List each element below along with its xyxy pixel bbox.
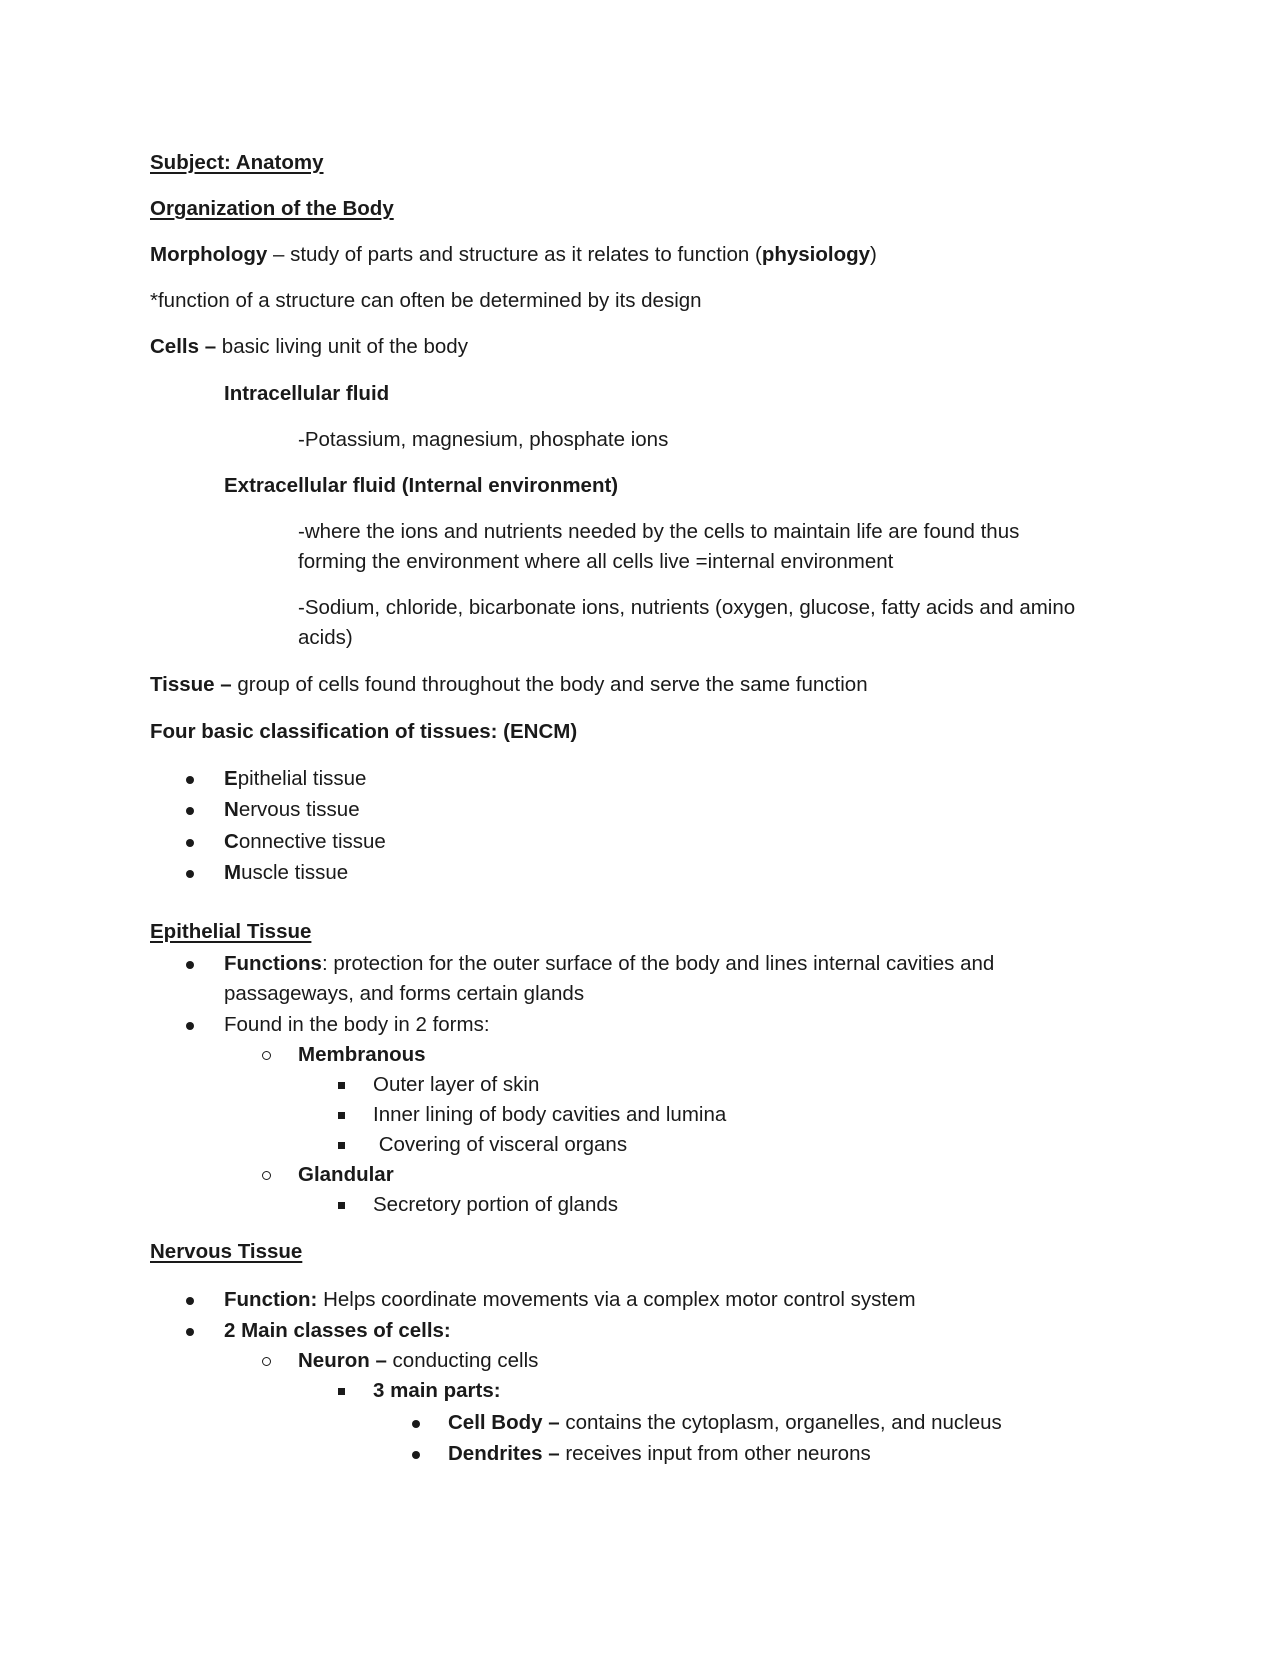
- epithelial-membranous: Membranous: [298, 1043, 426, 1066]
- list-bullet: [186, 1285, 194, 1315]
- membranous-item: Outer layer of skin: [373, 1073, 540, 1096]
- membranous-item: Covering of visceral organs: [373, 1133, 628, 1156]
- subject-heading: Subject: Anatomy: [150, 151, 324, 174]
- intracellular-item: -Potassium, magnesium, phosphate ions: [298, 428, 669, 451]
- extracellular-item2-line1: -Sodium, chloride, bicarbonate ions, nutrients (oxygen, glucose, fatty acids and amino: [298, 596, 1076, 619]
- list-bullet-square: [338, 1190, 345, 1220]
- list-bullet-square: [338, 1100, 345, 1130]
- epithelial-glandular: Glandular: [298, 1163, 394, 1186]
- list-bullet: [186, 795, 194, 825]
- cells-text: basic living unit of the body: [216, 335, 468, 358]
- list-item-connective: Connective tissue: [224, 830, 386, 853]
- list-bullet: [186, 827, 194, 857]
- term-morphology: Morphology: [150, 243, 268, 266]
- extracellular-heading: Extracellular fluid (Internal environment): [224, 474, 619, 497]
- section-heading-nervous: Nervous Tissue: [150, 1240, 303, 1263]
- term-physiology: physiology: [761, 243, 871, 266]
- list-bullet-circle: [262, 1040, 271, 1070]
- membranous-item: Inner lining of body cavities and lumina: [373, 1103, 727, 1126]
- glandular-item: Secretory portion of glands: [373, 1193, 618, 1216]
- list-item-epithelial: Epithelial tissue: [224, 767, 367, 790]
- term-tissue: Tissue –: [150, 673, 232, 696]
- list-bullet: [186, 858, 194, 888]
- morphology-text: – study of parts and structure as it relates to function (: [267, 243, 762, 266]
- morphology-definition: [150, 240, 877, 270]
- section-heading-organization: Organization of the Body: [150, 197, 394, 220]
- section-heading-epithelial: Epithelial Tissue: [150, 920, 312, 943]
- nervous-classes: 2 Main classes of cells:: [224, 1319, 451, 1342]
- list-bullet: [186, 949, 194, 979]
- list-bullet-circle: [262, 1346, 271, 1376]
- list-bullet: [186, 1010, 194, 1040]
- epithelial-functions-line1: Functions: protection for the outer surface of the body and lines internal cavities and: [224, 952, 995, 975]
- nervous-function: Function: Helps coordinate movements via a complex motor control system: [224, 1288, 916, 1311]
- epithelial-found: Found in the body in 2 forms:: [224, 1013, 490, 1036]
- nervous-cell-body: Cell Body – contains the cytoplasm, organelles, and nucleus: [448, 1411, 1002, 1434]
- term-cells: Cells –: [150, 335, 217, 358]
- tissue-text: group of cells found throughout the body and serve the same function: [231, 673, 868, 696]
- nervous-neuron: Neuron – conducting cells: [298, 1349, 539, 1372]
- extracellular-item1-line1: -where the ions and nutrients needed by the cells to maintain life are found thus: [298, 520, 1020, 543]
- extracellular-item2-line2: acids): [298, 626, 353, 649]
- list-bullet: [412, 1439, 420, 1469]
- tissue-definition: [150, 670, 868, 700]
- list-item-nervous: Nervous tissue: [224, 798, 360, 821]
- list-bullet: [186, 764, 194, 794]
- epithelial-functions-line2: passageways, and forms certain glands: [224, 982, 585, 1005]
- extracellular-item1-line2: forming the environment where all cells live =internal environment: [298, 550, 894, 573]
- function-note: *function of a structure can often be determined by its design: [150, 289, 702, 312]
- list-bullet: [186, 1316, 194, 1346]
- list-bullet-square: [338, 1070, 345, 1100]
- list-bullet-circle: [262, 1160, 271, 1190]
- four-classifications-heading: Four basic classification of tissues: (ENCM): [150, 720, 578, 743]
- nervous-dendrites: Dendrites – receives input from other neurons: [448, 1442, 871, 1465]
- list-bullet-square: [338, 1376, 345, 1406]
- nervous-parts: 3 main parts:: [373, 1379, 501, 1402]
- list-bullet: [412, 1408, 420, 1438]
- morphology-close: ): [870, 243, 877, 266]
- list-item-muscle: Muscle tissue: [224, 861, 349, 884]
- list-bullet-square: [338, 1130, 345, 1160]
- cells-definition: [150, 332, 468, 362]
- intracellular-heading: Intracellular fluid: [224, 382, 390, 405]
